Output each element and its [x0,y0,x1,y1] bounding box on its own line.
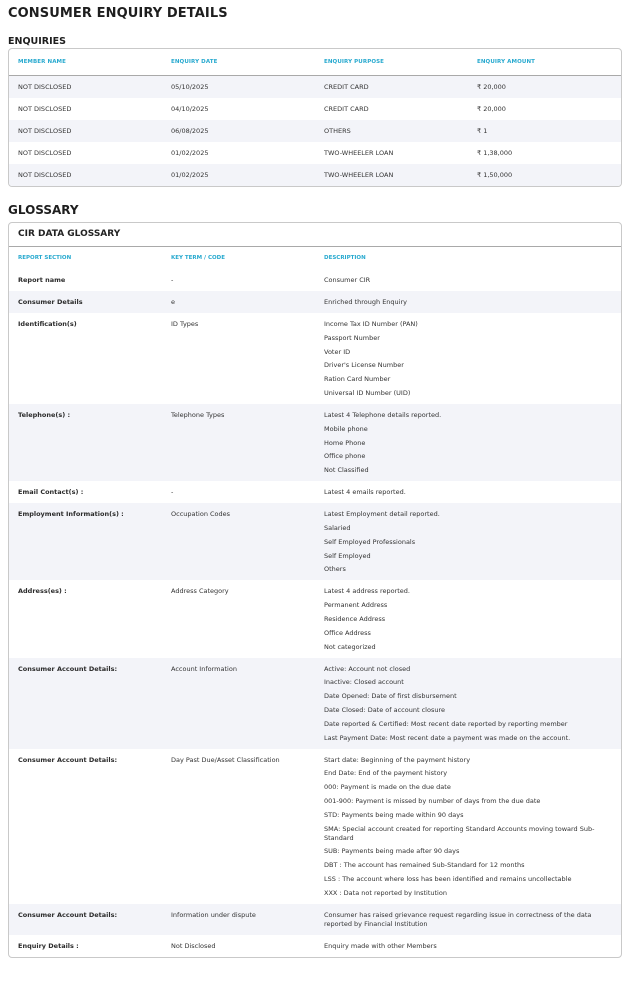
description-line: End Date: End of the payment history [324,769,448,778]
description-cell [315,587,621,651]
description-line: Office Address [324,628,371,637]
description-line: Consumer has raised grievance request regarding issue in correctness of the data reported by Financial Institution [324,910,592,928]
description-line: Passport Number [324,333,380,342]
glossary-table-header [9,247,621,269]
description-line: Enriched through Enquiry [324,298,407,306]
description-line: 000: Payment is made on the due date [324,783,451,792]
enquiry-date-cell: 01/02/2025 [171,149,209,157]
member-name-cell: NOT DISCLOSED [18,149,72,157]
report-section-cell: Consumer Account Details: [18,910,118,919]
enquiry-amount-cell: ₹ 20,000 [477,105,506,113]
description-line: Universal ID Number (UID) [324,388,411,397]
key-term-cell: Telephone Types [171,410,225,419]
report-section-cell: Consumer Account Details: [18,664,118,673]
page-title: CONSUMER ENQUIRY DETAILS [8,6,228,21]
description-line: SMA: Special account created for reporting Standard Accounts moving toward Sub-Standard [324,824,595,842]
column-header-key-term: KEY TERM / CODE [171,255,226,261]
description-line: Others [324,565,346,574]
enquiry-date-cell: 06/08/2025 [171,127,209,135]
description-line: Latest Employment detail reported. [324,510,440,519]
member-name-cell: NOT DISCLOSED [18,171,72,179]
column-header-enquiry-amount: ENQUIRY AMOUNT [477,59,536,65]
description-line: Self Employed [324,551,371,560]
column-header-enquiry-date: ENQUIRY DATE [171,59,218,65]
description-line: Salaried [324,523,351,532]
description-line: Latest 4 Telephone details reported. [324,410,442,419]
description-line: Active: Account not closed [324,664,411,673]
table-row [9,142,621,164]
table-row [9,481,621,503]
enquiries-table-header [9,49,621,76]
description-line: Self Employed Professionals [324,537,416,546]
enquiries-table [8,48,622,187]
table-row [9,76,621,98]
description-line: Home Phone [324,438,366,447]
report-section-cell: Consumer Details [18,298,83,306]
description-cell [315,298,621,307]
key-term-cell: ID Types [171,320,199,328]
table-row [9,120,621,142]
description-cell [315,411,621,475]
description-line: DBT : The account has remained Sub-Standard for 12 months [324,861,525,870]
description-line: 001-900: Payment is missed by number of days from the due date [324,796,541,805]
report-section-cell: Employment Information(s) : [18,510,124,519]
description-cell [315,320,621,398]
report-section-cell: Report name [18,276,66,284]
key-term-cell: - [171,276,174,284]
table-row [9,98,621,120]
key-term-cell: Occupation Codes [171,510,231,519]
table-row [9,935,621,957]
table-row [9,291,621,313]
enquiry-date-cell: 04/10/2025 [171,105,209,113]
description-cell [315,665,621,743]
table-row [9,503,621,580]
description-line: Latest 4 emails reported. [324,488,406,497]
description-line: Office phone [324,452,366,461]
description-line: Not categorized [324,642,376,651]
description-line: LSS : The account where loss has been identified and remains uncollectable [324,874,572,883]
description-line: Not Classified [324,466,369,475]
key-term-cell: Account Information [171,664,237,673]
table-row [9,580,621,657]
enquiry-purpose-cell: CREDIT CARD [324,83,369,91]
key-term-cell: Day Past Due/Asset Classification [171,755,280,764]
enquiry-amount-cell: ₹ 1 [477,127,488,135]
description-line: Enquiry made with other Members [324,941,437,950]
table-row [9,749,621,904]
description-line: SUB: Payments being made after 90 days [324,847,460,856]
description-line: Permanent Address [324,601,388,610]
glossary-section-title: GLOSSARY [8,203,79,217]
table-row [9,313,621,404]
description-cell [315,756,621,898]
member-name-cell: NOT DISCLOSED [18,105,72,113]
table-row [9,904,621,935]
description-line: Ration Card Number [324,375,391,384]
member-name-cell: NOT DISCLOSED [18,83,72,91]
report-section-cell: Telephone(s) : [18,410,71,419]
key-term-cell: Address Category [171,587,229,596]
description-cell [315,911,621,929]
enquiry-purpose-cell: CREDIT CARD [324,105,369,113]
description-cell [315,510,621,574]
description-line: Date Closed: Date of account closure [324,705,445,714]
enquiry-date-cell: 05/10/2025 [171,83,209,91]
key-term-cell: Information under dispute [171,910,256,919]
column-header-member-name: MEMBER NAME [18,59,66,65]
description-line: Voter ID [324,347,351,356]
enquiry-amount-cell: ₹ 1,50,000 [477,171,513,179]
key-term-cell: Not Disclosed [171,941,216,950]
table-row [9,269,621,291]
report-section-cell: Enquiry Details : [18,941,79,950]
enquiry-purpose-cell: TWO-WHEELER LOAN [324,171,394,179]
description-line: Inactive: Closed account [324,678,404,687]
enquiry-amount-cell: ₹ 1,38,000 [477,149,513,157]
description-line: Income Tax ID Number (PAN) [324,320,418,328]
report-section-cell: Email Contact(s) : [18,488,84,497]
column-header-report-section: REPORT SECTION [18,255,72,261]
column-header-description: DESCRIPTION [324,255,366,261]
glossary-table [8,222,622,958]
description-line: Date reported & Certified: Most recent date reported by reporting member [324,719,568,728]
report-section-cell: Consumer Account Details: [18,755,118,764]
description-cell [315,942,621,951]
enquiry-amount-cell: ₹ 20,000 [477,83,506,91]
description-line: STD: Payments being made within 90 days [324,810,464,819]
report-section-cell: Address(es) : [18,587,67,596]
description-line: Last Payment Date: Most recent date a payment was made on the account. [324,733,571,742]
enquiry-purpose-cell: TWO-WHEELER LOAN [324,149,394,157]
enquiry-purpose-cell: OTHERS [324,127,351,135]
glossary-table-body [9,269,621,957]
enquiries-section-title: ENQUIRIES [8,36,66,47]
column-header-enquiry-purpose: ENQUIRY PURPOSE [324,59,385,65]
description-line: Consumer CIR [324,276,371,284]
table-row [9,164,621,186]
description-cell [315,276,621,285]
description-line: XXX : Data not reported by Institution [324,888,447,897]
table-row [9,404,621,481]
description-line: Date Opened: Date of first disbursement [324,692,457,701]
description-line: Driver's License Number [324,361,404,370]
description-line: Mobile phone [324,424,368,433]
table-row [9,658,621,749]
description-cell [315,488,621,497]
key-term-cell: e [171,298,175,306]
description-line: Latest 4 address reported. [324,587,411,596]
enquiry-date-cell: 01/02/2025 [171,171,209,179]
description-line: Start date: Beginning of the payment history [324,755,471,764]
glossary-card-title: CIR DATA GLOSSARY [9,223,621,247]
key-term-cell: - [171,488,174,497]
description-line: Residence Address [324,614,386,623]
report-section-cell: Identification(s) [18,320,77,328]
member-name-cell: NOT DISCLOSED [18,127,72,135]
